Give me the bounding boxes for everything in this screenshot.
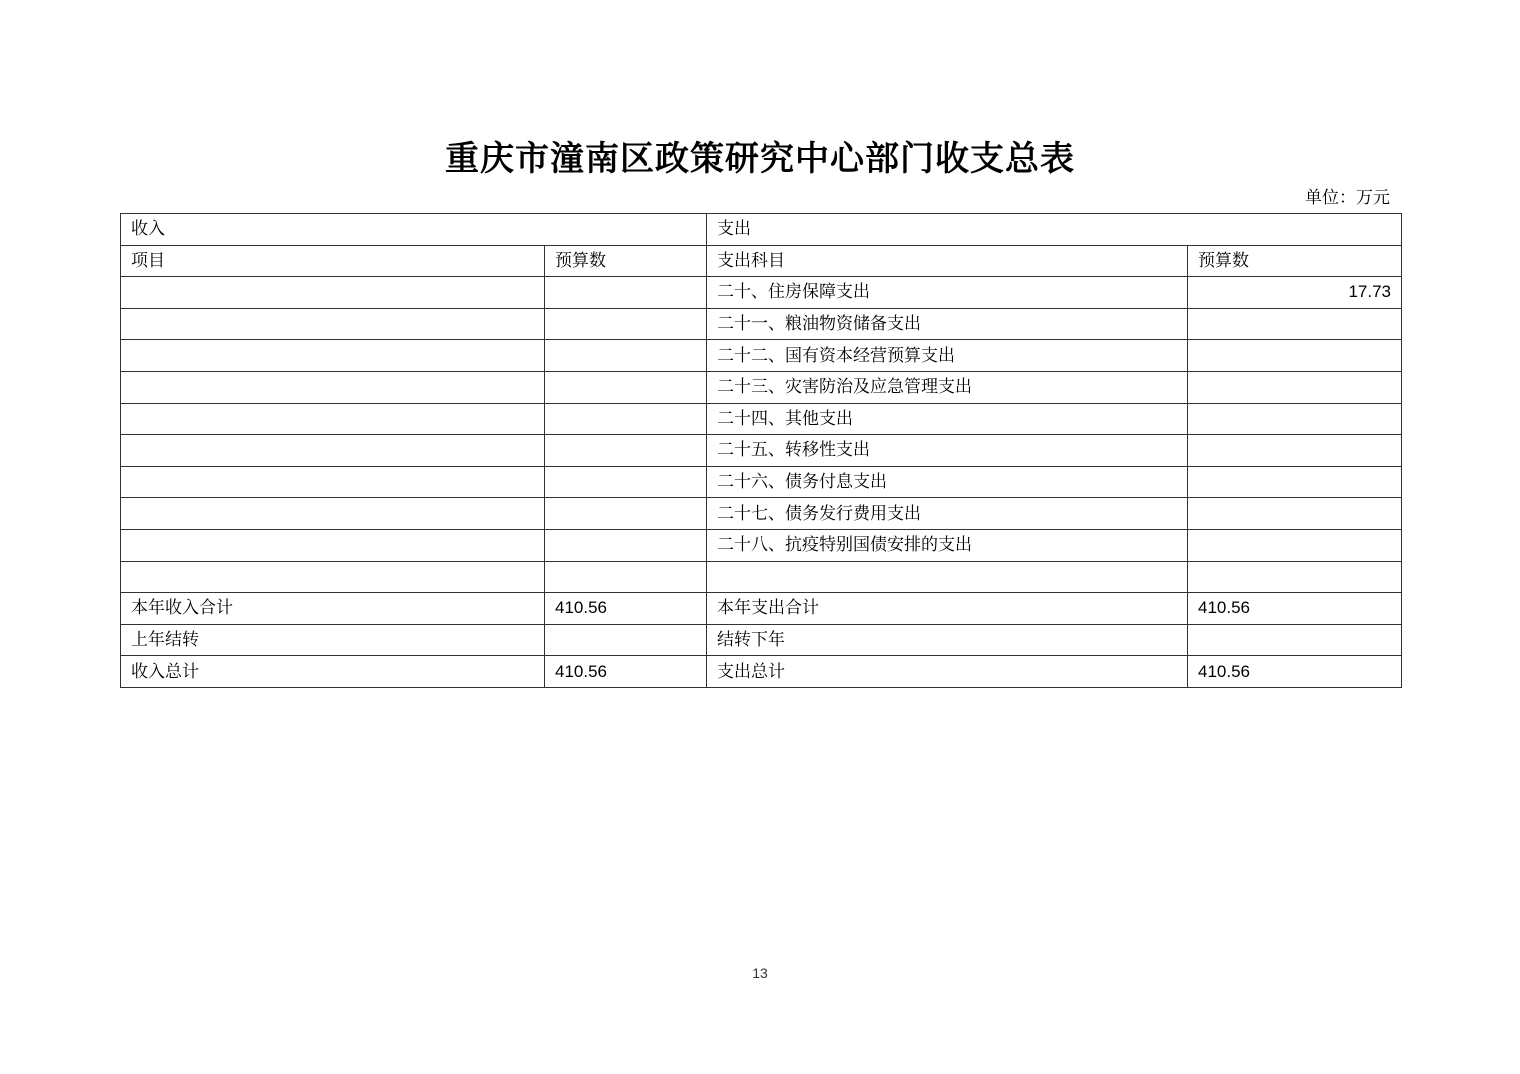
total-row: [121, 593, 1402, 625]
income-budget-cell: [545, 277, 707, 309]
expense-subject-cell: 二十二、国有资本经营预算支出: [707, 340, 1188, 372]
table-row: [121, 435, 1402, 467]
income-total-label: 收入总计: [121, 656, 545, 688]
expense-total-amount: 410.56: [1188, 656, 1402, 688]
column-header-expense-budget: 预算数: [1188, 245, 1402, 277]
income-item-cell: [121, 466, 545, 498]
budget-summary-table: [120, 213, 1402, 688]
income-total-label: 本年收入合计: [121, 593, 545, 625]
section-header-row: [121, 214, 1402, 246]
table-row: [121, 340, 1402, 372]
income-budget-cell: [545, 308, 707, 340]
income-item-cell: [121, 529, 545, 561]
table-row: [121, 403, 1402, 435]
expense-subject-cell: 二十七、债务发行费用支出: [707, 498, 1188, 530]
expense-budget-cell: 17.73: [1188, 277, 1402, 309]
income-budget-cell: [545, 371, 707, 403]
income-budget-cell: [545, 529, 707, 561]
income-header: 收入: [121, 214, 707, 246]
expense-budget-cell: [1188, 308, 1402, 340]
column-header-income-budget: 预算数: [545, 245, 707, 277]
expense-total-label: 本年支出合计: [707, 593, 1188, 625]
expense-subject-cell: 二十四、其他支出: [707, 403, 1188, 435]
income-item-cell: [121, 435, 545, 467]
income-total-amount: [545, 624, 707, 656]
column-header-item: 项目: [121, 245, 545, 277]
page-title: 重庆市潼南区政策研究中心部门收支总表: [445, 139, 1075, 179]
income-item-cell: [121, 403, 545, 435]
expense-header: 支出: [707, 214, 1402, 246]
column-header-expense-subject: 支出科目: [707, 245, 1188, 277]
expense-budget-cell: [1188, 466, 1402, 498]
expense-subject-cell: 二十、住房保障支出: [707, 277, 1188, 309]
unit-label: 单位：万元: [1305, 188, 1390, 208]
expense-budget-cell: [1188, 529, 1402, 561]
income-budget-cell: [545, 340, 707, 372]
column-header-row: [121, 245, 1402, 277]
expense-budget-cell: [1188, 340, 1402, 372]
income-item-cell: [121, 371, 545, 403]
expense-subject-cell: 二十五、转移性支出: [707, 435, 1188, 467]
blank-cell: [707, 561, 1188, 593]
expense-total-amount: [1188, 624, 1402, 656]
expense-total-label: 结转下年: [707, 624, 1188, 656]
expense-budget-cell: [1188, 403, 1402, 435]
table-row: [121, 529, 1402, 561]
blank-cell: [1188, 561, 1402, 593]
total-row: [121, 656, 1402, 688]
table-row: [121, 371, 1402, 403]
expense-budget-cell: [1188, 498, 1402, 530]
expense-subject-cell: 二十三、灾害防治及应急管理支出: [707, 371, 1188, 403]
table-row: [121, 498, 1402, 530]
total-row: [121, 624, 1402, 656]
blank-cell: [545, 561, 707, 593]
income-item-cell: [121, 340, 545, 372]
income-budget-cell: [545, 403, 707, 435]
expense-total-label: 支出总计: [707, 656, 1188, 688]
income-budget-cell: [545, 435, 707, 467]
table-row: [121, 466, 1402, 498]
income-budget-cell: [545, 498, 707, 530]
expense-subject-cell: 二十八、抗疫特别国债安排的支出: [707, 529, 1188, 561]
expense-total-amount: 410.56: [1188, 593, 1402, 625]
expense-budget-cell: [1188, 435, 1402, 467]
income-total-amount: 410.56: [545, 656, 707, 688]
income-item-cell: [121, 277, 545, 309]
page-number: 13: [752, 965, 768, 981]
blank-row: [121, 561, 1402, 593]
income-total-label: 上年结转: [121, 624, 545, 656]
blank-cell: [121, 561, 545, 593]
table-row: [121, 277, 1402, 309]
expense-budget-cell: [1188, 371, 1402, 403]
income-total-amount: 410.56: [545, 593, 707, 625]
expense-subject-cell: 二十六、债务付息支出: [707, 466, 1188, 498]
income-budget-cell: [545, 466, 707, 498]
table-row: [121, 308, 1402, 340]
income-item-cell: [121, 308, 545, 340]
income-item-cell: [121, 498, 545, 530]
expense-subject-cell: 二十一、粮油物资储备支出: [707, 308, 1188, 340]
